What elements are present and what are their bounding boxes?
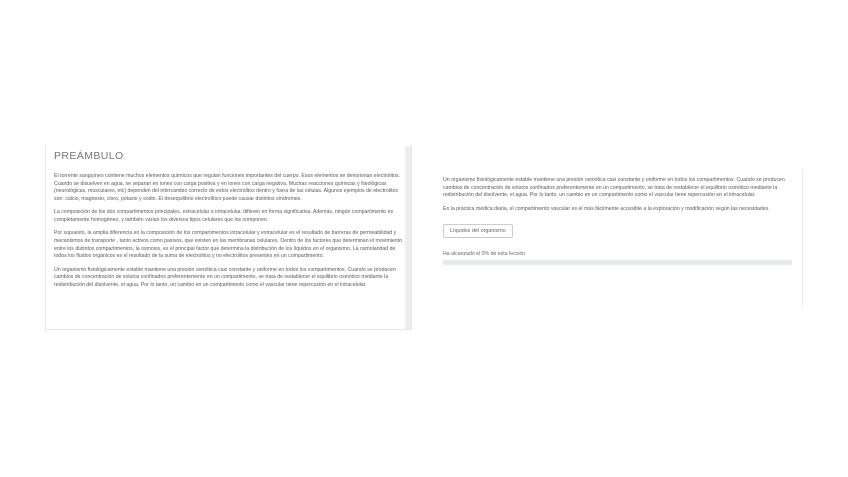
paragraph-osmosis: Por supuesto, la amplia diferencia en la composición de los compartimentos intracelular y extracelular es el resultado de barreras de permeabilidad y mecanismos de transporte , tanto activos como pasivos, que existen en las membranas celulares. Dentro de los factores que determinan el movimiento entre los distintos compartimentos, la osmosis, es el principal factor que determina la distribución de los líquidos en el organismo. La osmolaridad de todos los fluidos orgánicos es el resultado de la suma de electrolitos y no electrolitos presentes en un compartimento. bbox=[54, 230, 403, 260]
progress-bar bbox=[443, 260, 792, 265]
paragraph-electrolytes: El torrente sanguíneo contiene muchos elementos químicos que regulan funciones importantes del cuerpo. Esos elementos se denominan electrolitos. Cuando se disuelven en agua, se separan en iones con carga positiva y en iones con carga negativa. Muchas reacciones químicas y fisiológicas (neurológicas, musculares, etc) dependen del intercambio correcto de estos electrolitos dentro y fuera de las células. Algunos ejemplos de electrolitos son: calcio, magnesio, cloro, potasio y sodio. El desequilibrio electrolítico puede causar distintos síndromes. bbox=[54, 173, 401, 203]
lesson-continuation-panel bbox=[435, 170, 803, 307]
progress-label: Ha alcanzado el 0% de esta lección bbox=[443, 250, 526, 257]
paragraph-osmotic-balance: Un organismo fisiológicamente estable mantiene una presión osmótica casi constante y uniforme en todos los compartimentos. Cuando se producen cambios de concentración de solutos confinados preferentemente en un compartimento, se trata de restablecer el equilibrio osmótico mediante la redistribución del disolvente, el agua. Por lo tanto, un cambio en un compartimento como el vascular tiene repercusión en el intracelular. bbox=[443, 177, 785, 199]
paragraph-compartments: La composición de los dos compartimentos principales, extracelular e intracelular, difieren en forma significativa. Además, ningún compartimento es completamente homogéneo, y también varían los diversos tipos celulares que los componen. bbox=[54, 209, 394, 224]
paragraph-osmotic-balance: Un organismo fisiológicamente estable mantiene una presión osmótica casi constante y uniforme en todos los compartimentos. Cuando se producen cambios de concentración de solutos confinados preferentemente en un compartimento, se trata de restablecer el equilibrio osmótico mediante la redistribución del disolvente, el agua. Por lo tanto, un cambio en un compartimento como el vascular tiene repercusión en el intracelular. bbox=[54, 266, 396, 288]
scrollbar[interactable] bbox=[405, 146, 411, 329]
lesson-preamble-panel bbox=[45, 146, 412, 330]
paragraph-vascular-compartment: En la práctica médica diaria, el compartimento vascular es el más fácilmente accesible a la exploración y modificación según las necesidades. bbox=[443, 205, 770, 212]
page-title: PREÁMBULO bbox=[54, 150, 124, 162]
liquidos-del-organismo-button[interactable]: Líquidos del organismo bbox=[443, 224, 513, 238]
